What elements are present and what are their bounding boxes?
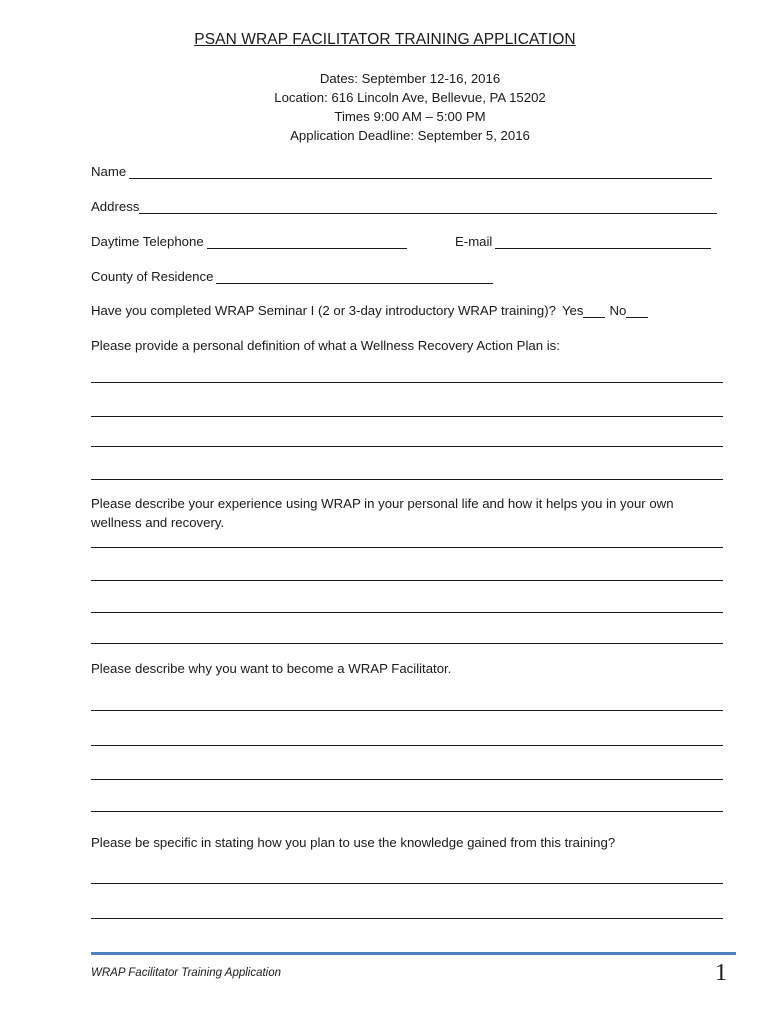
yes-input-line[interactable] bbox=[583, 303, 605, 318]
answer-line[interactable] bbox=[91, 883, 723, 884]
county-input-line[interactable] bbox=[216, 269, 493, 284]
question-knowledge-use: Please be specific in stating how you plan to use the knowledge gained from this training? bbox=[91, 835, 616, 850]
event-times: Times 9:00 AM – 5:00 PM bbox=[334, 109, 486, 124]
answer-line[interactable] bbox=[91, 612, 723, 613]
answer-line[interactable] bbox=[91, 779, 723, 780]
answer-line[interactable] bbox=[91, 580, 723, 581]
application-deadline: Application Deadline: September 5, 2016 bbox=[290, 128, 530, 143]
email-label: E-mail bbox=[455, 234, 493, 249]
answer-line[interactable] bbox=[91, 382, 723, 383]
answer-line[interactable] bbox=[91, 745, 723, 746]
answer-line[interactable] bbox=[91, 479, 723, 480]
phone-field bbox=[91, 234, 407, 249]
answer-line[interactable] bbox=[91, 710, 723, 711]
page-number: 1 bbox=[715, 960, 727, 986]
question-motivation: Please describe why you want to become a WRAP Facilitator. bbox=[91, 661, 452, 676]
no-input-line[interactable] bbox=[626, 303, 648, 318]
answer-line[interactable] bbox=[91, 446, 723, 447]
page-title: PSAN WRAP FACILITATOR TRAINING APPLICATION bbox=[194, 31, 576, 48]
phone-label: Daytime Telephone bbox=[91, 234, 204, 249]
seminar-question bbox=[91, 303, 648, 318]
answer-line[interactable] bbox=[91, 918, 723, 919]
name-field bbox=[91, 164, 712, 179]
answer-line[interactable] bbox=[91, 416, 723, 417]
question-experience: Please describe your experience using WRAP in your personal life and how it helps you in your own wellness and recovery. bbox=[91, 496, 674, 530]
address-field bbox=[91, 199, 717, 214]
address-label: Address bbox=[91, 199, 140, 214]
county-label: County of Residence bbox=[91, 269, 214, 284]
name-input-line[interactable] bbox=[129, 164, 712, 179]
event-location: Location: 616 Lincoln Ave, Bellevue, PA 15202 bbox=[274, 90, 546, 105]
yes-label: Yes bbox=[561, 303, 584, 318]
phone-input-line[interactable] bbox=[207, 234, 407, 249]
email-input-line[interactable] bbox=[495, 234, 711, 249]
answer-line[interactable] bbox=[91, 643, 723, 644]
answer-line[interactable] bbox=[91, 547, 723, 548]
event-dates: Dates: September 12-16, 2016 bbox=[319, 71, 501, 86]
footer-divider bbox=[91, 952, 736, 955]
name-label: Name bbox=[91, 164, 127, 179]
no-label: No bbox=[609, 303, 627, 318]
email-field bbox=[455, 234, 711, 249]
seminar-question-text: Have you completed WRAP Seminar I (2 or 3-day introductory WRAP training)? bbox=[91, 303, 556, 318]
answer-line[interactable] bbox=[91, 811, 723, 812]
address-input-line[interactable] bbox=[139, 199, 717, 214]
county-field bbox=[91, 269, 493, 284]
question-definition: Please provide a personal definition of what a Wellness Recovery Action Plan is: bbox=[91, 338, 560, 353]
footer-text: WRAP Facilitator Training Application bbox=[91, 967, 282, 979]
